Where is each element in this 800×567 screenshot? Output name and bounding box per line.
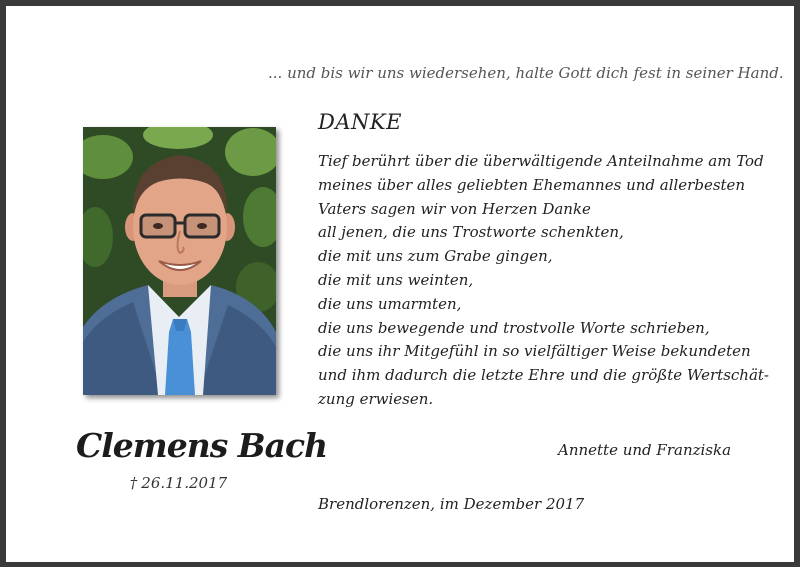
message-line: die uns umarmten, xyxy=(318,294,462,313)
message-line: und ihm dadurch die letzte Ehre und die größte Wertschät- xyxy=(318,366,769,385)
message-line: all jenen, die uns Trostworte schenkten, xyxy=(318,223,624,242)
motto-quote: ... und bis wir uns wiedersehen, halte Gott dich fest in seiner Hand. xyxy=(268,64,784,82)
message-line: zung erwiesen. xyxy=(318,389,434,408)
message-line: die uns ihr Mitgefühl in so vielfältiger Weise bekundeten xyxy=(318,342,751,361)
deceased-name: Clemens Bach xyxy=(76,426,328,465)
portrait-photo xyxy=(83,127,276,395)
message-line: die mit uns zum Grabe gingen, xyxy=(318,247,553,266)
message-line: Tief berührt über die überwältigende Anteilnahme am Tod xyxy=(318,152,764,170)
thanks-message xyxy=(318,150,769,412)
message-line: Vaters sagen wir von Herzen Danke xyxy=(318,199,591,218)
place-date: Brendlorenzen, im Dezember 2017 xyxy=(318,495,585,513)
message-line: die mit uns weinten, xyxy=(318,270,474,289)
portrait-illustration xyxy=(83,127,276,395)
death-date: 26.11.2017 xyxy=(141,474,228,492)
cross-icon: † xyxy=(129,474,138,492)
death-date-line xyxy=(76,474,281,492)
message-line: meines über alles geliebten Ehemannes und allerbesten xyxy=(318,175,746,194)
message-line: die uns bewegende und trostvolle Worte schrieben, xyxy=(318,318,710,337)
thanks-heading: DANKE xyxy=(318,110,402,134)
signers: Annette und Franziska xyxy=(558,441,732,459)
